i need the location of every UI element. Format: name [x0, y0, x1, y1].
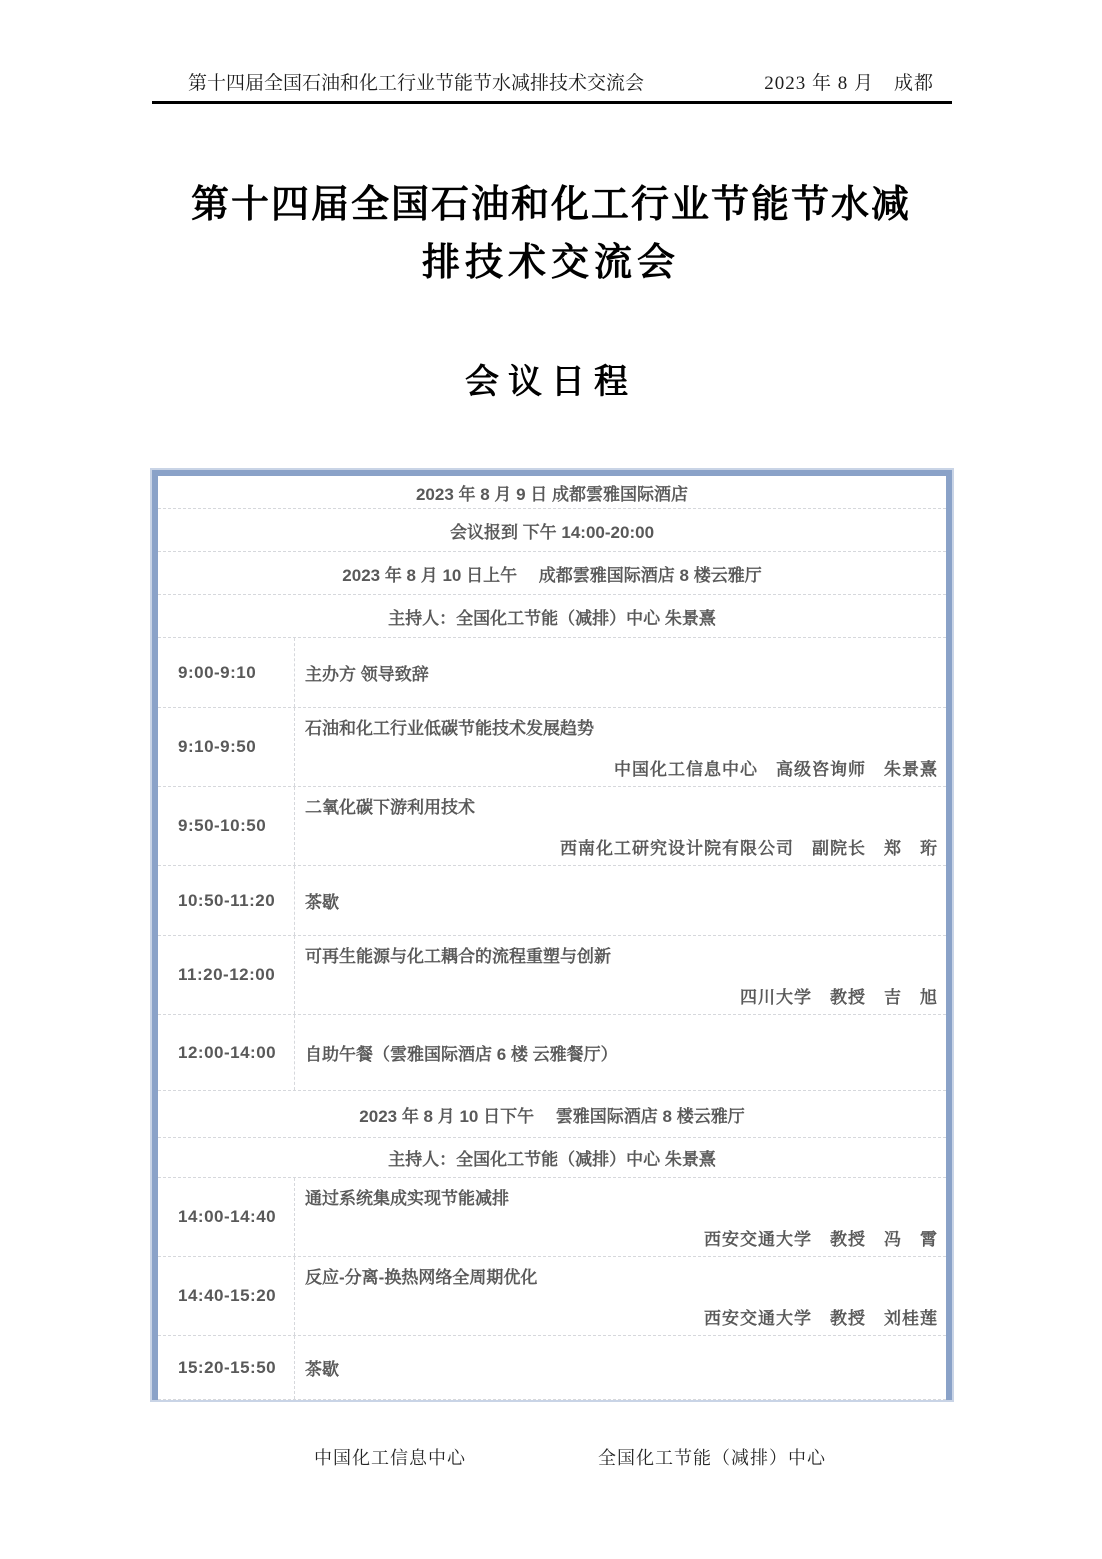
session-title: 二氧化碳下游利用技术: [305, 798, 475, 817]
banner-text: 2023 年 8 月 9 日 成都雲雅国际酒店: [415, 484, 689, 504]
session-time: 10:50-11:20: [158, 866, 295, 935]
agenda-session-row: [158, 787, 946, 866]
main-title-line2: 排技术交流会: [421, 242, 680, 284]
session-time: 9:10-9:50: [158, 708, 295, 786]
agenda-session-row: [158, 1015, 946, 1091]
session-speaker: 西南化工研究设计院有限公司 副院长 郑 珩: [560, 839, 938, 858]
agenda-banner-day2-morning: [158, 552, 946, 595]
session-speaker: 西安交通大学 教授 冯 霄: [704, 1230, 938, 1249]
banner-text: 2023 年 8 月 10 日下午 雲雅国际酒店 8 楼云雅厅: [359, 1106, 745, 1126]
main-title-line1: 第十四届全国石油和化工行业节能节水减: [190, 184, 911, 226]
banner-text: 主持人：全国化工节能（减排）中心 朱景熹: [388, 1150, 716, 1169]
agenda-banner-day1: [158, 476, 946, 509]
title-block: [0, 176, 1102, 403]
session-time: 15:20-15:50: [158, 1336, 295, 1399]
session-title: 石油和化工行业低碳节能技术发展趋势: [305, 719, 594, 738]
agenda-session-row: [158, 638, 946, 708]
session-title: 自助午餐（雲雅国际酒店 6 楼 云雅餐厅）: [305, 1045, 618, 1064]
agenda-session-row: [158, 866, 946, 936]
session-time: 9:00-9:10: [158, 638, 295, 707]
session-title: 主办方 领导致辞: [305, 665, 429, 684]
agenda-session-row: [158, 1178, 946, 1257]
banner-text: 2023 年 8 月 10 日上午 成都雲雅国际酒店 8 楼云雅厅: [342, 565, 762, 585]
session-speaker: 四川大学 教授 吉 旭: [740, 988, 938, 1007]
banner-text: 主持人：全国化工节能（减排）中心 朱景熹: [388, 608, 716, 628]
page-header-title: 第十四届全国石油和化工行业节能节水减排技术交流会: [188, 73, 645, 94]
agenda-table: [152, 470, 952, 1400]
banner-text: 会议报到 下午 14:00-20:00: [449, 522, 655, 542]
session-title: 可再生能源与化工耦合的流程重塑与创新: [305, 947, 611, 966]
agenda-session-row: [158, 1257, 946, 1336]
session-time: 12:00-14:00: [158, 1015, 295, 1090]
agenda-banner-registration: [158, 509, 946, 552]
session-time: 9:50-10:50: [158, 787, 295, 865]
footer-org-left: 中国化工信息中心: [314, 1448, 466, 1468]
session-speaker: 中国化工信息中心 高级咨询师 朱景熹: [614, 760, 938, 779]
page-footer: [152, 1444, 952, 1470]
footer-org-right: 全国化工节能（减排）中心: [598, 1448, 826, 1468]
session-title: 反应-分离-换热网络全周期优化: [305, 1268, 538, 1287]
agenda-session-row: [158, 936, 946, 1015]
agenda-session-row: [158, 1336, 946, 1400]
agenda-subtitle: 会议日程: [465, 364, 637, 401]
session-speaker: 西安交通大学 教授 刘桂莲: [704, 1309, 938, 1328]
agenda-banner-afternoon-host: [158, 1138, 946, 1178]
agenda-session-row: [158, 708, 946, 787]
session-title: 茶歇: [305, 893, 339, 912]
agenda-banner-morning-host: [158, 595, 946, 638]
session-title: 通过系统集成实现节能减排: [305, 1189, 509, 1208]
session-title: 茶歇: [305, 1360, 339, 1379]
session-time: 14:40-15:20: [158, 1257, 295, 1335]
session-time: 14:00-14:40: [158, 1178, 295, 1256]
session-time: 11:20-12:00: [158, 936, 295, 1014]
agenda-banner-day2-afternoon: [158, 1091, 946, 1138]
page-header: [152, 68, 952, 104]
page-header-date: 2023 年 8 月 成都: [764, 73, 934, 94]
